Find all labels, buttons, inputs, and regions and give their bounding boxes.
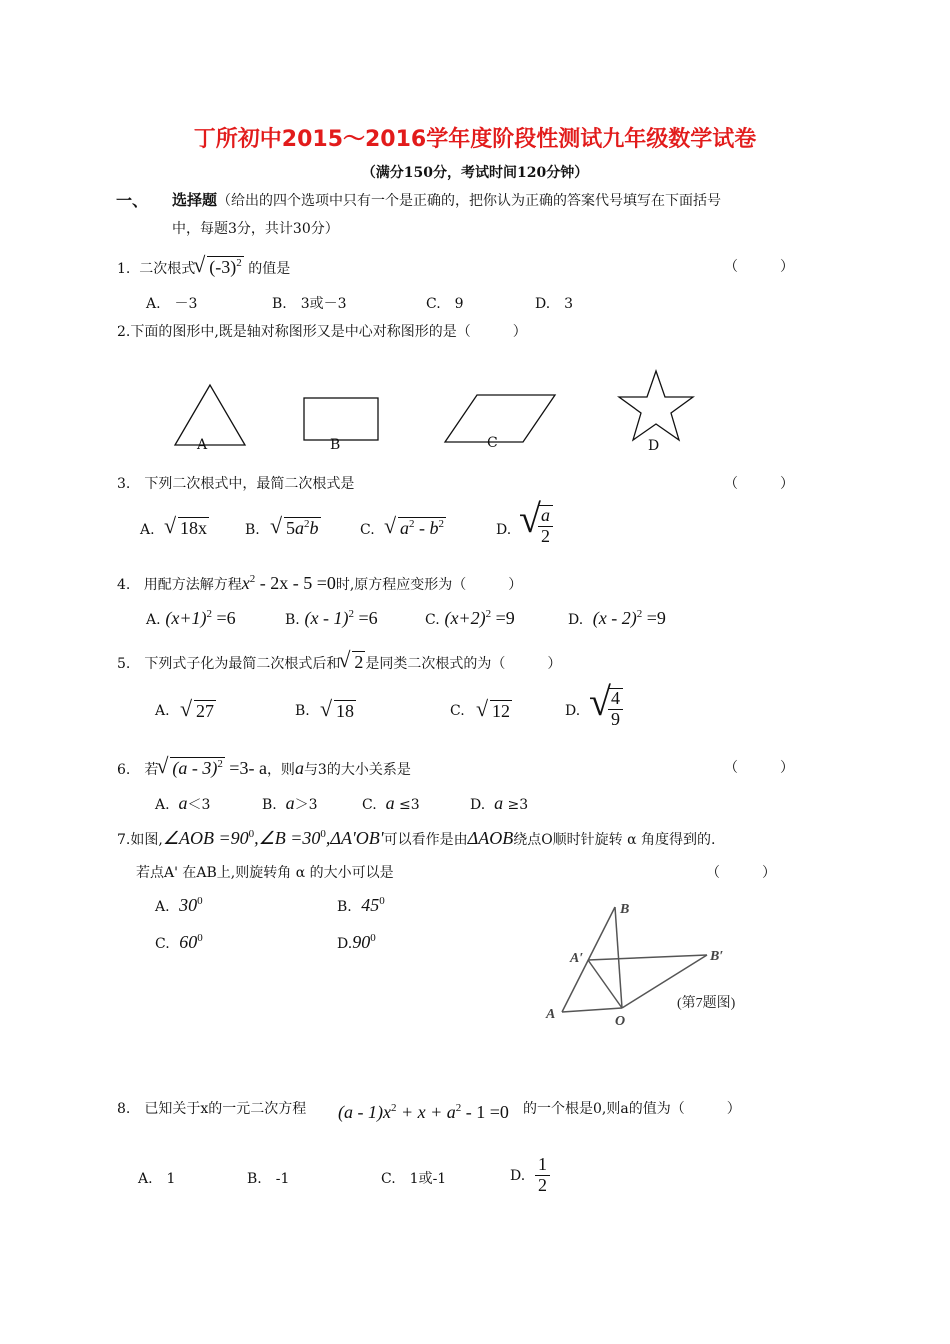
question-7 [117, 828, 716, 849]
q7-point-o: O [615, 1014, 626, 1029]
q3-option-a-label: A. [140, 522, 155, 538]
q7-cond2: ,∠B =30 [254, 828, 321, 848]
q7-point-a: A [546, 1007, 556, 1022]
q7-tri: ,ΔA'OB' [325, 828, 384, 848]
q6-a-var: a [178, 793, 188, 813]
q6-option-a [155, 793, 210, 814]
q3-a-radicand: 18x [180, 518, 207, 538]
q7-figure-caption: (第7题图) [677, 996, 736, 1011]
q7-seg-apo [588, 960, 622, 1008]
q2-shapes [160, 365, 720, 460]
q8-eq-exp2: 2 [455, 1102, 462, 1114]
q5-option-c [478, 700, 512, 722]
q3-option-a [166, 517, 209, 539]
q3-d-denominator: 2 [541, 525, 550, 546]
q4-d-exp: 2 [636, 608, 643, 620]
q7-d-num: 90 [352, 932, 371, 952]
q2-label-a: A [197, 437, 208, 453]
q3-c-exp: 2 [409, 518, 415, 530]
q3-option-c-label: C. [360, 522, 375, 538]
q7-a-deg: 0 [197, 895, 203, 907]
q4-text-end: 时,原方程应变形为（ ） [335, 577, 523, 593]
q4-b-label: B. [285, 612, 300, 628]
q6-option-c [362, 793, 420, 814]
q7-option-b [337, 895, 385, 916]
question-4 [117, 573, 522, 594]
q3-c-minus: - [414, 518, 430, 538]
q5-text-end: 是同类二次根式的为（ ） [365, 656, 562, 672]
q5-option-a-label: A. [155, 703, 170, 719]
q1-option-a: A. －3 [146, 296, 198, 312]
q4-eq-x: x [241, 573, 250, 593]
question-1 [117, 256, 290, 278]
q8-d-numerator: 1 [535, 1155, 550, 1176]
q2-triangle [175, 385, 245, 445]
section-instructions-1: （给出的四个选项中只有一个是正确的，把你认为正确的答案代号填写在下面括号 [217, 193, 722, 209]
q7-a-value [179, 895, 203, 915]
q4-b-exp: 2 [348, 608, 355, 620]
q7-seg-ao [562, 1008, 622, 1012]
q3-b-var: a [295, 518, 304, 538]
q7-line2: 若点A' 在AB上,则旋转角 α 的大小可以是 [136, 865, 394, 881]
q5-option-c-label: C. [450, 703, 465, 719]
q5-option-a [182, 700, 216, 722]
q7-tri2: ΔAOB [467, 828, 514, 848]
q5-a-radicand: 27 [196, 701, 214, 721]
q8-text-end: 的一个根是0,则a的值为（ ） [523, 1101, 741, 1117]
q3-b-coef: 5 [286, 518, 295, 538]
q7-b-num: 45 [361, 895, 380, 915]
q6-c-label: C. [362, 797, 377, 813]
q2-label-d: D [648, 438, 660, 454]
q2-star [619, 371, 693, 440]
q7-answer-paren: （ ） [706, 865, 776, 881]
q4-b-rhs: =6 [358, 608, 378, 628]
q4-c-rhs: =9 [495, 608, 515, 628]
q1-number: 1. [117, 261, 131, 277]
q5-radicand: 2 [354, 652, 364, 672]
q8-eq1: (a - 1)x [338, 1102, 391, 1122]
q7-cond: ∠AOB =90 [162, 828, 249, 848]
q4-a-rhs: =6 [216, 608, 236, 628]
q7-b-value [361, 895, 385, 915]
section-number: 一、 [116, 191, 149, 210]
q3-option-c [386, 517, 446, 539]
q5-d-denominator: 9 [611, 708, 620, 729]
q4-a-expr: (x+1) [165, 608, 207, 628]
q4-option-c [425, 608, 515, 629]
q5-option-b [322, 700, 356, 722]
q6-answer-paren: （ ） [724, 760, 794, 776]
q6-d-rel: ≥3 [507, 797, 529, 813]
q8-option-d-fraction [535, 1155, 550, 1196]
q5-option-d-label: D. [565, 703, 581, 719]
q7-deg2: 0 [320, 828, 326, 840]
q3-c-a: a [400, 518, 409, 538]
q6-c-rel: ≤3 [399, 797, 420, 813]
q3-b-exp: 2 [304, 518, 310, 530]
q7-d-deg: 0 [370, 932, 376, 944]
q4-eq-rest: - 2x - 5 =0 [255, 573, 336, 593]
question-6 [117, 757, 411, 779]
q7-point-aprime: A′ [570, 951, 584, 966]
q4-text: 用配方法解方程 [143, 577, 242, 593]
q7-point-bprime: B′ [710, 949, 724, 964]
q6-b-rel: ＞3 [294, 797, 318, 813]
q3-option-d-label: D. [496, 522, 512, 538]
q1-radicand: (-3) [209, 257, 237, 277]
section-heading [172, 189, 721, 210]
q7-b-label: B. [337, 899, 352, 915]
q7-c-deg: 0 [197, 932, 203, 944]
q6-text: 6. 若 [117, 762, 159, 778]
q7-text-mid: 可以看作是由 [383, 832, 468, 848]
section-instructions-2: 中，每题3分，共计30分） [172, 221, 339, 237]
q5-text: 5. 下列式子化为最简二次根式后和 [117, 656, 341, 672]
q6-b-label: B. [262, 797, 277, 813]
q6-exponent: 2 [217, 758, 223, 770]
question-8 [117, 1098, 306, 1118]
q3-option-d [522, 505, 553, 547]
q4-option-a [146, 608, 236, 629]
q6-text-mid: ，则 [266, 762, 295, 778]
q8-eq2: + x + a [396, 1102, 456, 1122]
q3-c-exp2: 2 [438, 518, 444, 530]
q4-option-d [568, 608, 666, 629]
q7-d-label: D. [337, 936, 353, 952]
q5-b-radicand: 18 [336, 701, 354, 721]
q7-a-label: A. [155, 899, 170, 915]
q4-c-label: C. [425, 612, 440, 628]
q6-a-rel: ＜3 [187, 797, 211, 813]
q6-option-b [262, 793, 318, 814]
q1-option-b: B. 3或－3 [272, 296, 347, 312]
q4-eq-exp: 2 [249, 573, 256, 585]
q7-seg-apbp [588, 955, 707, 960]
q5-option-b-label: B. [295, 703, 310, 719]
q3-c-b: b [429, 518, 439, 538]
q7-text: 7.如图, [117, 832, 163, 848]
q4-d-label: D. [568, 612, 584, 628]
q8-text: 8. 已知关于x的一元二次方程 [117, 1101, 307, 1117]
q7-deg: 0 [248, 828, 255, 840]
q8-option-d: D. [510, 1168, 526, 1184]
q6-var: a [294, 758, 304, 778]
q4-option-b [285, 608, 378, 629]
q3-option-b [272, 517, 321, 539]
q6-c-var: a [385, 793, 395, 813]
q8-option-c: C. 1或-1 [381, 1171, 447, 1187]
q4-b-expr: (x - 1) [304, 608, 349, 628]
q5-option-d [592, 688, 623, 730]
q3-b-var2: b [309, 518, 319, 538]
q6-text-end: 与3的大小关系是 [303, 762, 411, 778]
q1-exponent: 2 [236, 257, 242, 269]
q8-d-denominator: 2 [538, 1174, 547, 1195]
q1-radical [195, 256, 243, 278]
q7-option-a [155, 895, 203, 916]
q8-equation [338, 1102, 509, 1123]
question-5 [117, 651, 561, 673]
q6-rhs: =3- a [229, 758, 267, 778]
q3-option-b-label: B. [245, 522, 260, 538]
q7-text-end: 绕点O顺时针旋转 α 角度得到的. [513, 832, 716, 848]
page-subtitle: （满分150分，考试时间120分钟） [361, 165, 589, 181]
q1-text-end: 的值是 [248, 261, 291, 277]
q6-b-var: a [285, 793, 295, 813]
q7-d-value [352, 932, 376, 952]
q8-eq-exp: 2 [390, 1102, 397, 1114]
q4-d-expr: (x - 2) [592, 608, 637, 628]
q2-rectangle [304, 398, 378, 440]
question-3: 3. 下列二次根式中，最简二次根式是 [117, 476, 355, 492]
q7-c-label: C. [155, 936, 170, 952]
q8-option-a: A. 1 [138, 1171, 176, 1187]
q4-c-exp: 2 [485, 608, 492, 620]
q4-a-label: A. [146, 612, 161, 628]
q5-d-numerator: √ 4 [608, 689, 623, 710]
q4-number: 4. [117, 577, 131, 593]
section-name: 选择题 [172, 191, 218, 209]
q7-figure [540, 895, 780, 1030]
q1-answer-paren: （ ） [724, 259, 794, 275]
q6-a-label: A. [155, 797, 170, 813]
q6-option-d [470, 793, 528, 814]
q7-a-num: 30 [179, 895, 198, 915]
question-2: 2.下面的图形中,既是轴对称图形又是中心对称图形的是（ ） [117, 324, 527, 340]
q6-d-label: D. [470, 797, 486, 813]
q7-option-d [337, 932, 376, 953]
page-title: 丁所初中2015～2016学年度阶段性测试九年级数学试卷 [193, 127, 757, 152]
q3-d-numerator: √ a [538, 506, 553, 527]
q7-seg-bo [615, 907, 622, 1008]
q7-option-c [155, 932, 203, 953]
q7-point-b: B [620, 902, 630, 917]
q8-eq3: - 1 =0 [461, 1102, 509, 1122]
q4-c-expr: (x+2) [444, 608, 486, 628]
q1-option-c: C. 9 [426, 296, 464, 312]
q2-label-b: B [330, 437, 341, 453]
q6-radicand: (a - 3) [172, 758, 218, 778]
q2-label-c: C [487, 435, 498, 451]
q4-a-exp: 2 [206, 608, 212, 620]
q3-answer-paren: （ ） [724, 476, 794, 492]
q7-c-num: 60 [179, 932, 198, 952]
q4-d-rhs: =9 [646, 608, 666, 628]
q6-d-var: a [494, 793, 504, 813]
q7-c-value [179, 932, 203, 952]
q5-c-radicand: 12 [492, 701, 510, 721]
q7-b-deg: 0 [379, 895, 385, 907]
q1-option-d: D. 3 [535, 296, 574, 312]
q8-option-b: B. -1 [247, 1171, 290, 1187]
q1-text: 二次根式 [139, 261, 196, 277]
q2-parallelogram [445, 395, 555, 442]
